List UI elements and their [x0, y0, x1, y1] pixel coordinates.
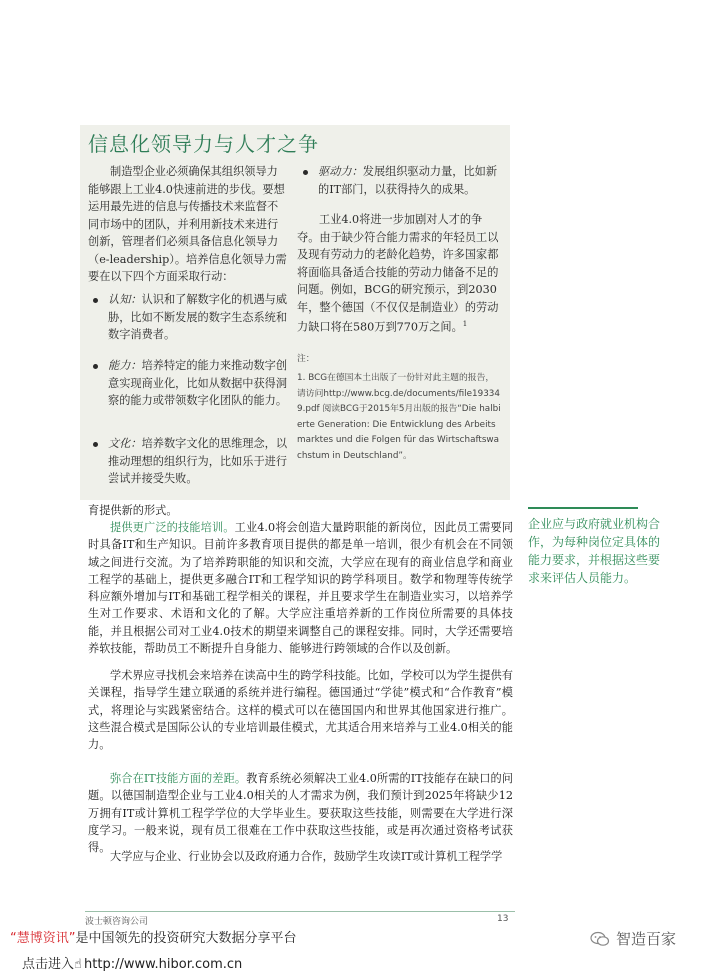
bullet-term: 能力： — [108, 359, 142, 372]
note-1: 1. BCG在德国本土出版了一份针对此主题的报告，请访问http://www.bcg.de/documents/file193349.pdf 阅读BCG于2015年5月出版的报告“Die halbierte Generation: Die Entwicklung des Arbeitsmarktes und die Folgen für das Wirtschaftswachstum in Deutschland”。 — [297, 373, 501, 461]
p3-heading: 弥合在IT技能方面的差距。 — [110, 772, 247, 785]
wechat-icon — [590, 931, 610, 947]
watermark-url[interactable]: http://www.hibor.com.cn — [84, 957, 243, 972]
bullet-dot — [93, 442, 98, 447]
bullet-dot — [93, 364, 98, 369]
body-p2: 学术界应寻找机会来培养在读高中生的跨学科技能。比如，学校可以为学生提供有关课程，指导学生建立联通的系统并进行编程。德国通过“学徒”模式和“合作教育”模式，将理论与实践紧密结合。这样的模式可以在德国国内和世界其他国家进行推广。这些混合模式是国际公认的专业培训最佳模式，尤其适合用来培养与工业4.0相关的能力。 — [88, 669, 513, 752]
p1-heading: 提供更广泛的技能培训。 — [110, 521, 235, 534]
bullet-dot — [93, 298, 98, 303]
wechat-account: 智造百家 — [616, 930, 677, 948]
bullet-text: 培养特定的能力来推动数字创意实现商业化，比如从数据中获得洞察的能力或带领数字化团队的能力。 — [108, 359, 288, 407]
sidebar-bullet-2 — [108, 357, 288, 410]
watermark-link-prefix: 点击进入 — [22, 957, 75, 972]
bullet-term: 驱动力： — [318, 165, 363, 178]
watermark-link[interactable] — [22, 953, 242, 972]
bullet-text: 发展组织驱动力量，比如新的IT部门，以获得持久的成果。 — [318, 165, 498, 196]
bullet-text: 认识和了解数字化的机遇与威胁，比如不断发展的数字生态系统和数字消费者。 — [108, 293, 288, 341]
p1-text: 工业4.0将会创造大量跨职能的新岗位，因此员工需要同时具备IT和生产知识。目前许多教育项目提供的都是单一培训，很少有机会在不同领域之间进行交流。为了培养跨职能的知识和交流，大学应在现有的商业信息学和商业工程学的基础上，提供更多融合IT和工程学知识的跨学科项目。数学和物理等传统学科应额外增加与IT和基础工程学相关的课程，并且要求学生在制造业实习，以培养学生对工作要求、术语和文化的了解。大学应注重培养新的工作岗位所需要的具体技能，并且根据公司对工业4.0技术的期望来调整自己的课程安排。同时，大学还需要培养软技能，帮助员工不断提升自身能力、能够进行跨领域的合作以及创新。 — [88, 521, 513, 656]
quote-rule — [528, 507, 638, 509]
sidebar-title: 信息化领导力与人才之争 — [88, 132, 319, 156]
body-p0: 育提供新的形式。 — [88, 504, 178, 517]
body-p4: 大学应与企业、行业协会以及政府通力合作，鼓励学生攻读IT或计算机工程学学 — [110, 850, 503, 863]
hand-pointer-icon: ☝ — [74, 957, 82, 972]
bullet-text: 培养数字文化的思维理念，以推动理想的组织行为，比如乐于进行尝试并接受失败。 — [108, 437, 288, 485]
page-number: 13 — [497, 914, 509, 924]
footnote-mark: 1 — [462, 320, 468, 328]
p3-text: 教育系统必须解决工业4.0所需的IT技能存在缺口的问题。以德国制造型企业与工业4.0相关的人才需求为例，我们预计到2025年将缺少12万拥有IT或计算机工程学学位的大学毕业生。要获取这些技能，则需要在大学进行深度学习。一般来说，现有员工很难在工作中获取这些技能，或是再次通过资格考试获得。 — [88, 772, 513, 855]
body-p3 — [88, 770, 513, 856]
sidebar-bullet-4 — [318, 163, 498, 198]
sidebar-bullet-1 — [108, 291, 288, 344]
notes-label: 注： — [297, 354, 315, 364]
paragraph-text: 工业4.0将进一步加剧对人才的争夺。由于缺少符合能力需求的年轻员工以及现有劳动力的老龄化趋势，许多国家都将面临具备适合技能的劳动力储备不足的问题。例如，BCG的研究预示，到2030年，整个德国（不仅仅是制造业）的劳动力缺口将在580万到770万之间。 — [297, 213, 499, 334]
footer-rule — [85, 911, 515, 912]
watermark-slogan: 是中国领先的投资研究大数据分享平台 — [75, 931, 297, 946]
body-p1 — [88, 519, 513, 657]
watermark-brand: “慧博资讯” — [10, 931, 76, 946]
watermark-line — [10, 927, 297, 946]
sidebar-intro: 制造型企业必须确保其组织领导力能够跟上工业4.0快速前进的步伐。要想运用最先进的信息与传播技术来监督不同市场中的团队，并利用新技术来进行创新，管理者们必须具备信息化领导力（e-leadership）。培养信息化领导力需要在以下四个方面采取行动： — [88, 165, 287, 283]
bullet-dot — [303, 170, 308, 175]
footer-publisher: 波士顿咨询公司 — [85, 917, 149, 927]
bullet-term: 文化： — [108, 437, 142, 450]
bullet-term: 认知： — [108, 293, 142, 306]
wechat-badge — [590, 928, 676, 949]
pull-quote: 企业应与政府就业机构合作，为每种岗位定具体的能力要求，并根据这些要求来评估人员能力。 — [528, 517, 661, 585]
sidebar-bullet-3 — [108, 435, 288, 488]
sidebar-paragraph — [297, 211, 499, 336]
